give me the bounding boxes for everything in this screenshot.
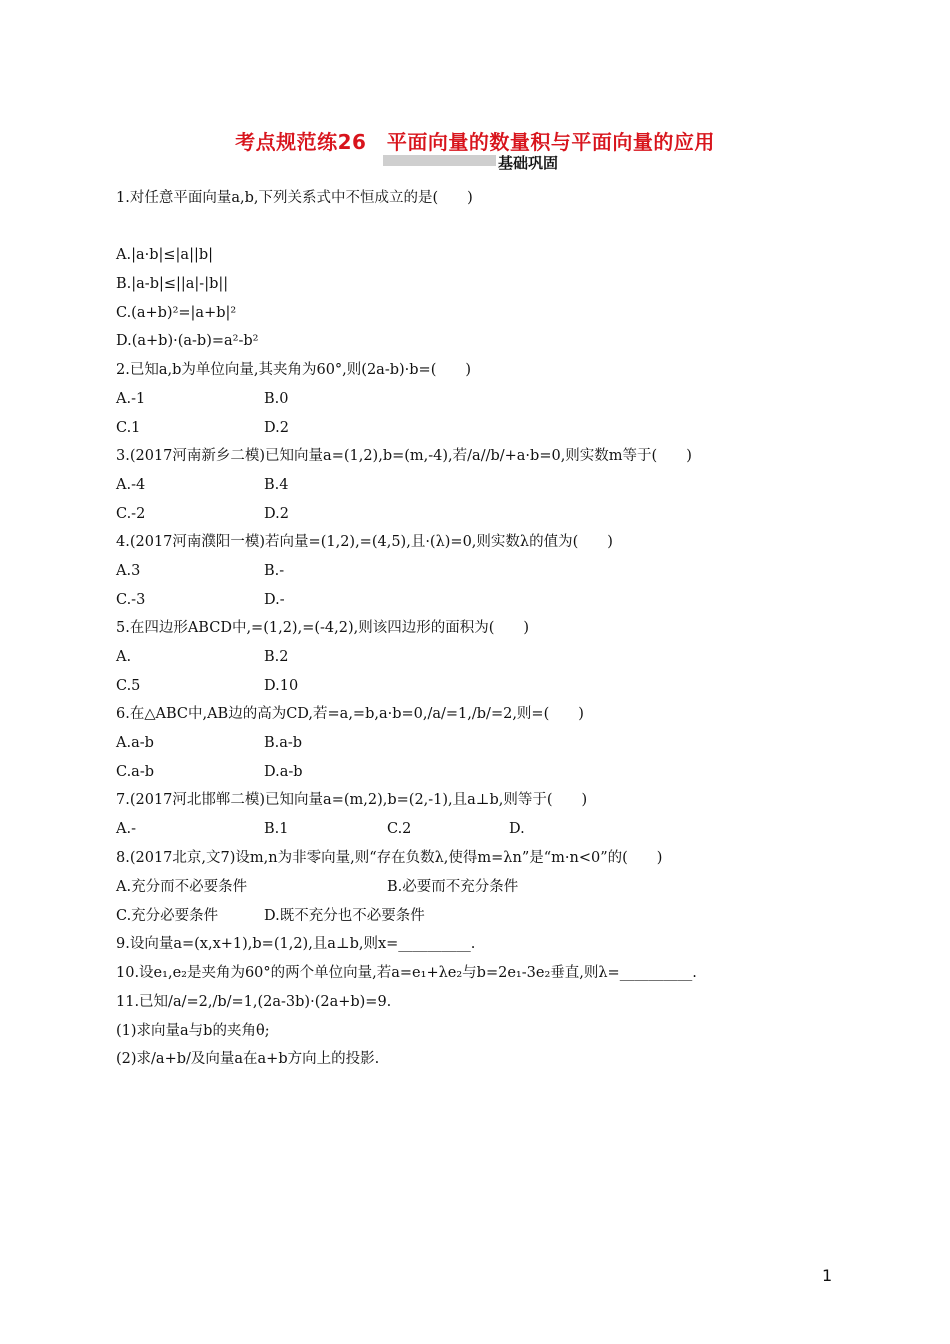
question-1-option-c: C.(a+b)²=|a+b|² (116, 305, 237, 321)
question-6-option-a: A.a-b (116, 735, 154, 751)
section-bar (383, 155, 496, 166)
question-3-option-a: A.-4 (116, 477, 146, 493)
question-9-stem: 9.设向量a=(x,x+1),b=(1,2),且a⊥b,则x=__________. (116, 936, 476, 952)
question-3-option-b: B.4 (264, 477, 289, 493)
question-2-option-c: C.1 (116, 420, 141, 436)
question-4-option-c: C.-3 (116, 592, 146, 608)
question-11-part-1: (1)求向量a与b的夹角θ; (116, 1023, 270, 1039)
page-number: 1 (822, 1266, 833, 1285)
question-11-stem: 11.已知/a/=2,/b/=1,(2a-3b)·(2a+b)=9. (116, 994, 392, 1010)
question-6-stem: 6.在△ABC中,AB边的高为CD,若=a,=b,a·b=0,/a/=1,/b/=2,则=( ) (116, 706, 584, 722)
question-8-option-b: B.必要而不充分条件 (387, 879, 519, 895)
question-6-option-c: C.a-b (116, 764, 155, 780)
question-2-option-d: D.2 (264, 420, 289, 436)
question-4-option-b: B.- (264, 563, 285, 579)
question-3-stem: 3.(2017河南新乡二模)已知向量a=(1,2),b=(m,-4),若/a//b/+a·b=0,则实数m等于( ) (116, 448, 692, 464)
question-8-stem: 8.(2017北京,文7)设m,n为非零向量,则“存在负数λ,使得m=λn”是“m·n<0”的( ) (116, 850, 663, 866)
question-7-option-c: C.2 (387, 821, 412, 837)
page-title: 考点规范练26 平面向量的数量积与平面向量的应用 (235, 130, 715, 154)
question-2-option-b: B.0 (264, 391, 289, 407)
question-6-option-b: B.a-b (264, 735, 303, 751)
question-4-stem: 4.(2017河南濮阳一模)若向量=(1,2),=(4,5),且·(λ)=0,则实数λ的值为( ) (116, 534, 613, 550)
question-8-option-c: C.充分必要条件 (116, 908, 219, 924)
question-10-stem: 10.设e₁,e₂是夹角为60°的两个单位向量,若a=e₁+λe₂与b=2e₁-3e₂垂直,则λ=__________. (116, 965, 697, 981)
question-5-option-a: A. (116, 649, 132, 665)
question-1-stem: 1.对任意平面向量a,b,下列关系式中不恒成立的是( ) (116, 190, 473, 206)
question-5-option-d: D.10 (264, 678, 299, 694)
question-4-option-d: D.- (264, 592, 285, 608)
question-7-option-b: B.1 (264, 821, 289, 837)
question-1-option-b: B.|a-b|≤||a|-|b|| (116, 276, 229, 292)
question-5-stem: 5.在四边形ABCD中,=(1,2),=(-4,2),则该四边形的面积为( ) (116, 620, 530, 636)
question-5-option-c: C.5 (116, 678, 141, 694)
question-1-option-a: A.|a·b|≤|a||b| (116, 247, 214, 263)
question-7-option-d: D. (509, 821, 525, 837)
question-8-option-d: D.既不充分也不必要条件 (264, 908, 425, 924)
question-2-stem: 2.已知a,b为单位向量,其夹角为60°,则(2a-b)·b=( ) (116, 362, 472, 378)
question-3-option-d: D.2 (264, 506, 289, 522)
question-11-part-2: (2)求/a+b/及向量a在a+b方向上的投影. (116, 1051, 380, 1067)
question-3-option-c: C.-2 (116, 506, 146, 522)
question-2-option-a: A.-1 (116, 391, 146, 407)
question-4-option-a: A.3 (116, 563, 141, 579)
question-7-stem: 7.(2017河北邯郸二模)已知向量a=(m,2),b=(2,-1),且a⊥b,则等于( ) (116, 792, 588, 808)
section-label: 基础巩固 (498, 154, 559, 172)
question-8-option-a: A.充分而不必要条件 (116, 879, 248, 895)
question-5-option-b: B.2 (264, 649, 289, 665)
question-1-option-d: D.(a+b)·(a-b)=a²-b² (116, 333, 259, 349)
question-7-option-a: A.- (116, 821, 136, 837)
question-6-option-d: D.a-b (264, 764, 303, 780)
